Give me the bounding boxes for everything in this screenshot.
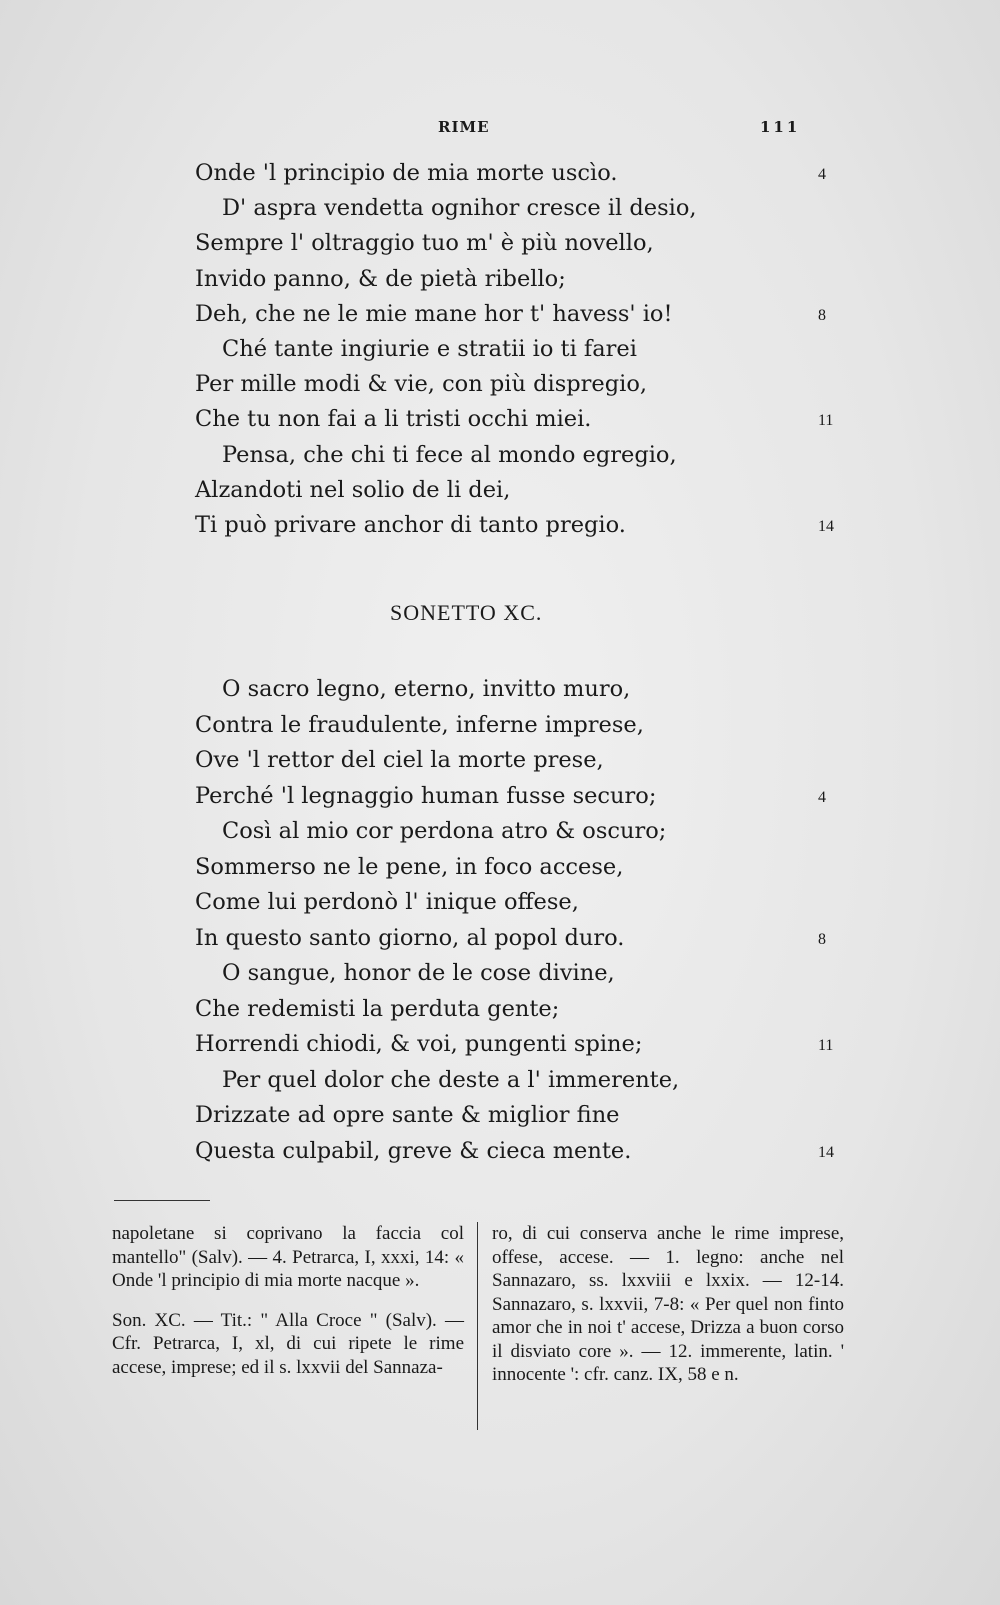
line-number: 8 bbox=[818, 306, 826, 324]
footnote-left-paragraph-2: Son. XC. — Tit.: " Alla Croce " (Salv). — Cfr. Petrarca, I, xl, di cui ripete le rime accese, imprese; ed il s. lxxvii del Sannaza- bbox=[112, 1309, 464, 1378]
line-number: 14 bbox=[818, 1143, 834, 1161]
verse-line: Che tu non fai a li tristi occhi miei. bbox=[195, 406, 592, 433]
footnote-right-paragraph-1: ro, di cui conserva anche le rime imprese, offese, accese. — 1. legno: anche nel Sannazaro, ss. lxxviii e lxxix. — 12-14. Sannazaro, s. lxxvii, 7-8: « Per quel non finto amor che in noi t' accese, Drizza a buon corso il disviato core ». — 12. immerente, latin. ' innocente ': cfr. canz. IX, 58 e n. bbox=[492, 1223, 844, 1385]
verse-line: Sempre l' oltraggio tuo m' è più novello, bbox=[195, 230, 654, 257]
footnote-column-right bbox=[492, 1222, 844, 1387]
verse-line: O sangue, honor de le cose divine, bbox=[222, 960, 615, 986]
sonnet-title: SONETTO XC. bbox=[390, 600, 543, 625]
verse-line: Perché 'l legnaggio human fusse securo; bbox=[195, 782, 657, 809]
verse-line: Che redemisti la perduta gente; bbox=[195, 995, 560, 1022]
running-title: RIME bbox=[438, 118, 490, 136]
verse-line: Così al mio cor perdona atro & oscuro; bbox=[222, 818, 667, 844]
verse-line: In questo santo giorno, al popol duro. bbox=[195, 924, 625, 951]
verse-line: Pensa, che chi ti fece al mondo egregio, bbox=[222, 441, 677, 468]
verse-line: D' aspra vendetta ognihor cresce il desio, bbox=[222, 195, 697, 222]
line-number: 14 bbox=[818, 518, 834, 535]
running-head bbox=[0, 118, 1000, 142]
verse-line: Drizzate ad opre sante & miglior fine bbox=[195, 1102, 620, 1128]
footnote-left-paragraph-1: napoletane si coprivano la faccia col mantello" (Salv). — 4. Petrarca, I, xxxi, 14: « Onde 'l principio di mia morte nacque ». bbox=[112, 1223, 464, 1291]
verse-line: Ove 'l rettor del ciel la morte prese, bbox=[195, 747, 604, 773]
line-number: 11 bbox=[818, 1037, 834, 1054]
footnote-column-left bbox=[112, 1222, 464, 1379]
verse-line: Ti può privare anchor di tanto pregio. bbox=[195, 512, 626, 538]
verse-line: Horrendi chiodi, & voi, pungenti spine; bbox=[195, 1031, 643, 1057]
line-number: 4 bbox=[818, 166, 826, 183]
footnote-column-divider bbox=[477, 1222, 478, 1430]
verse-line: Come lui perdonò l' inique offese, bbox=[195, 889, 579, 915]
line-number: 8 bbox=[818, 930, 826, 948]
verse-line: Invido panno, & de pietà ribello; bbox=[195, 265, 566, 292]
verse-line: Questa culpabil, greve & cieca mente. bbox=[195, 1137, 632, 1164]
line-number: 11 bbox=[818, 412, 834, 430]
verse-line: Onde 'l principio de mia morte uscìo. bbox=[195, 160, 618, 186]
verse-line: Alzandoti nel solio de li dei, bbox=[195, 476, 511, 503]
verse-line: Per mille modi & vie, con più dispregio, bbox=[195, 371, 648, 398]
verse-line: O sacro legno, eterno, invitto muro, bbox=[222, 676, 631, 702]
verse-line: Per quel dolor che deste a l' immerente, bbox=[222, 1066, 680, 1093]
page-number: 111 bbox=[760, 118, 801, 136]
line-number: 4 bbox=[818, 788, 826, 806]
verse-line: Contra le fraudulente, inferne imprese, bbox=[195, 711, 644, 738]
verse-line: Ché tante ingiurie e stratii io ti farei bbox=[222, 336, 637, 362]
verse-line: Deh, che ne le mie mane hor t' havess' io! bbox=[195, 300, 673, 327]
verse-line: Sommerso ne le pene, in foco accese, bbox=[195, 853, 624, 880]
footnote-rule bbox=[114, 1200, 210, 1201]
